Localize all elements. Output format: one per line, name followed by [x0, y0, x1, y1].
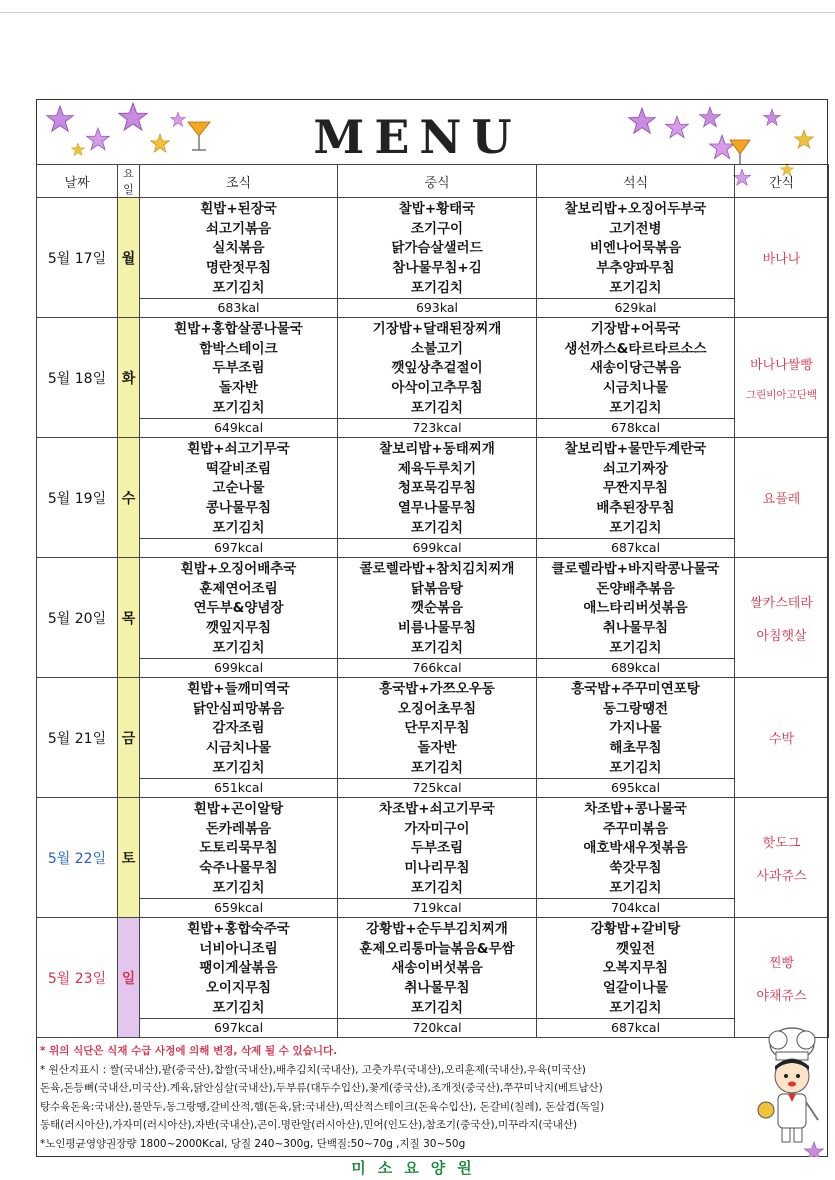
menu-item: 얼갈이나물	[602, 980, 669, 997]
lunch-cell	[338, 798, 537, 918]
menu-item: 배추된장무침	[596, 500, 675, 517]
weekday-cell: 토	[118, 798, 140, 918]
date-cell: 5월 23일	[37, 918, 118, 1038]
menu-item: 차조밥+쇠고기무국	[379, 800, 495, 817]
breakfast-cell	[140, 318, 338, 438]
notes-origin-line: 동태(러시아산),가자미(러시아산),자반(국내산),곤이.명란알(러시아산),민어(인도산),참조기(중국산),미꾸라지(국내산)	[40, 1119, 578, 1131]
lunch-cell	[338, 198, 537, 318]
weekday-cell: 목	[118, 558, 140, 678]
notes-origin-line: 탕수육돈육:국내산),물만두,동그랑땡,갈비산적,햄(돈육,닭:국내산),떡산적스테이크(돈육수입산), 돈갈비(칠레), 돈삼겹(독일)	[40, 1100, 605, 1113]
menu-item: 생선까스&타르타르소스	[564, 340, 707, 357]
menu-item: 찰보리밥+물만두계란국	[564, 440, 707, 457]
calorie-value: 693kal	[338, 298, 536, 317]
notes-origin-line: * 원산지표시 : 쌀(국내산),팥(중국산),찹쌀(국내산),배추김치(국내산), 고춧가루(국내산),오리훈제(국내산),우육(미국산)	[40, 1063, 586, 1076]
dinner-items	[537, 198, 734, 298]
menu-item: 흥국밥+가쯔오우동	[379, 680, 495, 697]
header-dow: 요일	[118, 165, 140, 198]
menu-item: 콜로렐라밥+참치김치찌개	[359, 560, 515, 577]
menu-item: 클로렐라밥+바지락콩나물국	[551, 560, 720, 577]
menu-item: 흰밥+곤이알탕	[193, 800, 284, 817]
menu-item: 청포묵김무침	[397, 480, 477, 497]
menu-item: 시금치나물	[205, 740, 272, 757]
dinner-items	[537, 558, 734, 658]
menu-item: 함박스테이크	[199, 340, 278, 357]
menu-item: 소불고기	[410, 340, 464, 357]
calorie-value: 687kcal	[537, 538, 734, 557]
menu-item: 돌자반	[218, 380, 259, 397]
menu-item: 찰보리밥+오징어두부국	[564, 200, 707, 217]
calorie-value: 687kcal	[537, 1018, 734, 1037]
calorie-value: 699kcal	[140, 658, 337, 677]
calorie-value: 766kcal	[338, 658, 536, 677]
menu-item: 가자미구이	[404, 820, 470, 837]
menu-item: 포기김치	[212, 280, 265, 297]
breakfast-items	[140, 318, 337, 418]
menu-item: 기장밥+어묵국	[590, 320, 681, 337]
calorie-value: 678kcal	[537, 418, 734, 437]
menu-item: 포기김치	[609, 520, 662, 537]
menu-item: 포기김치	[609, 400, 662, 417]
menu-item: 참나물무침+김	[392, 260, 482, 277]
menu-item: 깻잎지무침	[205, 620, 272, 637]
weekday-cell: 월	[118, 198, 140, 318]
breakfast-items	[140, 918, 337, 1018]
menu-item: 애호박새우젓볶음	[583, 840, 688, 857]
menu-item: 차조밥+콩나물국	[584, 800, 687, 817]
calorie-value: 629kal	[537, 298, 734, 317]
breakfast-items	[140, 798, 337, 898]
menu-item: 실치볶음	[212, 240, 265, 257]
calorie-value: 719kcal	[338, 898, 536, 917]
menu-item: 닭가슴살샐러드	[391, 240, 483, 257]
menu-item: 오징어초무침	[397, 700, 477, 717]
menu-item: 명란젓무침	[205, 260, 272, 277]
menu-item: 오복지무침	[602, 960, 669, 977]
menu-item: 강황밥+순두부김치찌개	[366, 920, 508, 937]
menu-item: 콩나물무침	[205, 500, 272, 517]
breakfast-cell	[140, 558, 338, 678]
menu-item: 포기김치	[410, 880, 464, 897]
calorie-value: 723kcal	[338, 418, 536, 437]
lunch-items	[338, 678, 536, 778]
snack-item: 바나나	[762, 252, 801, 267]
menu-item: 팽이게살볶음	[199, 960, 278, 977]
menu-item: 두부조림	[212, 360, 265, 377]
breakfast-cell	[140, 438, 338, 558]
menu-item: 포기김치	[212, 520, 265, 537]
dinner-items	[537, 678, 734, 778]
top-rule	[0, 12, 835, 13]
menu-item: 쑥갓무침	[609, 860, 662, 877]
date-cell: 5월 20일	[37, 558, 118, 678]
lunch-items	[338, 318, 536, 418]
menu-item: 찰밥+황태국	[398, 200, 476, 217]
menu-item: 부추양파무침	[596, 260, 675, 277]
breakfast-cell	[140, 198, 338, 318]
dinner-cell	[537, 798, 735, 918]
menu-item: 두부조림	[410, 840, 464, 857]
menu-row	[37, 438, 829, 558]
snack-cell	[735, 558, 829, 678]
menu-item: 포기김치	[212, 760, 265, 777]
menu-item: 주꾸미볶음	[602, 820, 669, 837]
menu-item: 시금치나물	[602, 380, 669, 397]
calorie-value: 699kcal	[338, 538, 536, 557]
snack-cell	[735, 798, 829, 918]
snack-cell	[735, 918, 829, 1038]
date-cell: 5월 18일	[37, 318, 118, 438]
menu-row	[37, 558, 829, 678]
header-date: 날짜	[37, 165, 118, 198]
weekday-cell: 화	[118, 318, 140, 438]
menu-item: 포기김치	[410, 1000, 464, 1017]
lunch-cell	[338, 438, 537, 558]
menu-item: 새송이버섯볶음	[391, 960, 483, 977]
menu-item: 포기김치	[212, 400, 265, 417]
dinner-items	[537, 438, 734, 538]
menu-item: 고기전병	[609, 220, 662, 237]
menu-item: 제육두루치기	[397, 460, 477, 477]
dinner-items	[537, 798, 734, 898]
snack-item: 야채쥬스	[756, 988, 807, 1004]
menu-item: 돈카레볶음	[205, 820, 272, 837]
menu-item: 깻잎상추겉절이	[391, 360, 483, 377]
menu-item: 오이지무침	[205, 980, 272, 997]
menu-row	[37, 918, 829, 1038]
notes-origin-line: 돈육,돈등뼈(국내산,미국산).계육,닭안심살(국내산),두부류(대두수입산),꽃게(중국산),조개젓(중국산),쭈꾸미낙지(베트남산)	[40, 1082, 603, 1094]
menu-item: 고순나물	[212, 480, 265, 497]
snack-item: 찐빵	[768, 955, 795, 971]
dinner-cell	[537, 438, 735, 558]
menu-item: 강황밥+갈비탕	[590, 920, 681, 937]
date-cell: 5월 17일	[37, 198, 118, 318]
menu-item: 아삭이고추무침	[391, 380, 483, 397]
header-snack: 간식	[735, 165, 829, 198]
menu-item: 깻잎전	[615, 940, 656, 957]
breakfast-cell	[140, 678, 338, 798]
menu-body	[37, 198, 829, 1038]
menu-item: 포기김치	[410, 280, 464, 297]
header-dinner: 석식	[537, 165, 735, 198]
menu-item: 비름나물무침	[397, 620, 477, 637]
calorie-value: 649kcal	[140, 418, 337, 437]
lunch-cell	[338, 318, 537, 438]
notes-warning: * 위의 식단은 식재 수급 사정에 의해 변경, 삭제 될 수 있습니다.	[40, 1045, 338, 1057]
breakfast-cell	[140, 918, 338, 1038]
breakfast-items	[140, 558, 337, 658]
calorie-value: 683kal	[140, 298, 337, 317]
lunch-items	[338, 918, 536, 1018]
menu-item: 포기김치	[410, 760, 464, 777]
menu-row	[37, 198, 829, 318]
menu-item: 열무나물무침	[397, 500, 477, 517]
snack-cell	[735, 438, 829, 558]
menu-item: 포기김치	[212, 640, 265, 657]
menu-item: 닭안심피망볶음	[192, 700, 285, 717]
lunch-items	[338, 438, 536, 538]
snack-cell	[735, 318, 829, 438]
menu-item: 흥국밥+주꾸미연포탕	[571, 680, 700, 697]
menu-item: 닭볶음탕	[410, 580, 464, 597]
snack-item: 요플레	[762, 492, 801, 507]
menu-item: 포기김치	[410, 520, 464, 537]
menu-row	[37, 318, 829, 438]
calorie-value: 704kcal	[537, 898, 734, 917]
dinner-cell	[537, 558, 735, 678]
calorie-value: 720kcal	[338, 1018, 536, 1037]
snack-item: 쌀카스테라	[750, 595, 813, 611]
menu-item: 흰밥+된장국	[200, 200, 277, 217]
menu-item: 포기김치	[212, 880, 265, 897]
menu-item: 동그랑땡전	[602, 700, 669, 717]
menu-item: 비엔나어묵볶음	[589, 240, 682, 257]
breakfast-items	[140, 438, 337, 538]
menu-item: 쇠고기짜장	[602, 460, 669, 477]
snack-item: 그린비아고단백	[745, 388, 817, 401]
date-cell: 5월 21일	[37, 678, 118, 798]
lunch-items	[338, 558, 536, 658]
calorie-value: 697kcal	[140, 1018, 337, 1037]
breakfast-cell	[140, 798, 338, 918]
menu-item: 포기김치	[410, 640, 464, 657]
lunch-cell	[338, 558, 537, 678]
menu-item: 기장밥+달래된장찌개	[372, 320, 502, 337]
menu-item: 흰밥+들깨미역국	[187, 680, 290, 697]
menu-item: 조기구이	[410, 220, 464, 237]
snack-item: 바나나쌀빵	[750, 357, 813, 373]
menu-item: 너비아니조림	[199, 940, 278, 957]
menu-item: 해초무침	[609, 740, 662, 757]
menu-item: 연두부&양념장	[193, 600, 284, 617]
breakfast-items	[140, 678, 337, 778]
notes-nutrition: *노인평균영양권장량 1800~2000Kcal, 당질 240~300g, 단백질:50~70g ,지질 30~50g	[40, 1137, 466, 1150]
weekday-cell: 금	[118, 678, 140, 798]
snack-item: 수박	[768, 732, 795, 747]
menu-item: 돈양배추볶음	[596, 580, 675, 597]
dinner-cell	[537, 318, 735, 438]
snack-cell	[735, 678, 829, 798]
menu-item: 감자조림	[212, 720, 265, 737]
page-title: MENU	[313, 110, 522, 164]
calorie-value: 697kcal	[140, 538, 337, 557]
menu-item: 포기김치	[609, 640, 662, 657]
menu-item: 단무지무침	[404, 720, 470, 737]
menu-item: 깻순볶음	[410, 600, 464, 617]
snack-item: 아침햇살	[756, 628, 807, 644]
calorie-value: 659kcal	[140, 898, 337, 917]
weekday-cell: 일	[118, 918, 140, 1038]
menu-item: 취나물무침	[602, 620, 669, 637]
menu-item: 포기김치	[609, 280, 662, 297]
dinner-cell	[537, 918, 735, 1038]
dinner-items	[537, 918, 734, 1018]
menu-item: 훈제오리통마늘볶음&무쌈	[359, 940, 515, 957]
menu-item: 포기김치	[410, 400, 464, 417]
menu-item: 훈제연어조림	[199, 580, 278, 597]
menu-item: 도토리묵무침	[199, 840, 278, 857]
breakfast-items	[140, 198, 337, 298]
dinner-cell	[537, 198, 735, 318]
calorie-value: 725kcal	[338, 778, 536, 797]
dinner-cell	[537, 678, 735, 798]
menu-row	[37, 678, 829, 798]
menu-item: 흰밥+쇠고기무국	[187, 440, 290, 457]
menu-item: 떡갈비조림	[205, 460, 272, 477]
snack-cell	[735, 198, 829, 318]
lunch-items	[338, 798, 536, 898]
menu-item: 숙주나물무침	[199, 860, 278, 877]
menu-item: 포기김치	[609, 760, 662, 777]
menu-table	[36, 164, 829, 1038]
lunch-cell	[338, 918, 537, 1038]
menu-row	[37, 798, 829, 918]
menu-item: 포기김치	[609, 1000, 662, 1017]
header-row	[37, 165, 829, 198]
calorie-value: 689kcal	[537, 658, 734, 677]
notes-section	[40, 1042, 780, 1153]
calorie-value: 651kcal	[140, 778, 337, 797]
header-lunch: 중식	[338, 165, 537, 198]
date-cell: 5월 19일	[37, 438, 118, 558]
lunch-cell	[338, 678, 537, 798]
dinner-items	[537, 318, 734, 418]
menu-item: 흰밥+홍합살콩나물국	[174, 320, 303, 337]
header-breakfast: 조식	[140, 165, 338, 198]
snack-item: 핫도그	[762, 835, 801, 851]
footer-facility-name: 미소요양원	[351, 1159, 484, 1177]
menu-item: 취나물무침	[404, 980, 470, 997]
menu-item: 찰보리밥+동태찌개	[379, 440, 495, 457]
menu-item: 새송이당근볶음	[589, 360, 682, 377]
menu-item: 애느타리버섯볶음	[583, 600, 688, 617]
calorie-value: 695kcal	[537, 778, 734, 797]
menu-item: 포기김치	[212, 1000, 265, 1017]
menu-item: 가지나물	[609, 720, 662, 737]
lunch-items	[338, 198, 536, 298]
menu-item: 무짠지무침	[602, 480, 669, 497]
menu-item: 돌자반	[417, 740, 457, 757]
menu-item: 흰밥+오징어배추국	[180, 560, 297, 577]
menu-item: 포기김치	[609, 880, 662, 897]
weekday-cell: 수	[118, 438, 140, 558]
menu-item: 미나리무침	[404, 860, 470, 877]
menu-item: 흰밥+홍합숙주국	[187, 920, 290, 937]
menu-item: 쇠고기볶음	[205, 220, 272, 237]
snack-item: 사과쥬스	[756, 868, 807, 884]
date-cell: 5월 22일	[37, 798, 118, 918]
